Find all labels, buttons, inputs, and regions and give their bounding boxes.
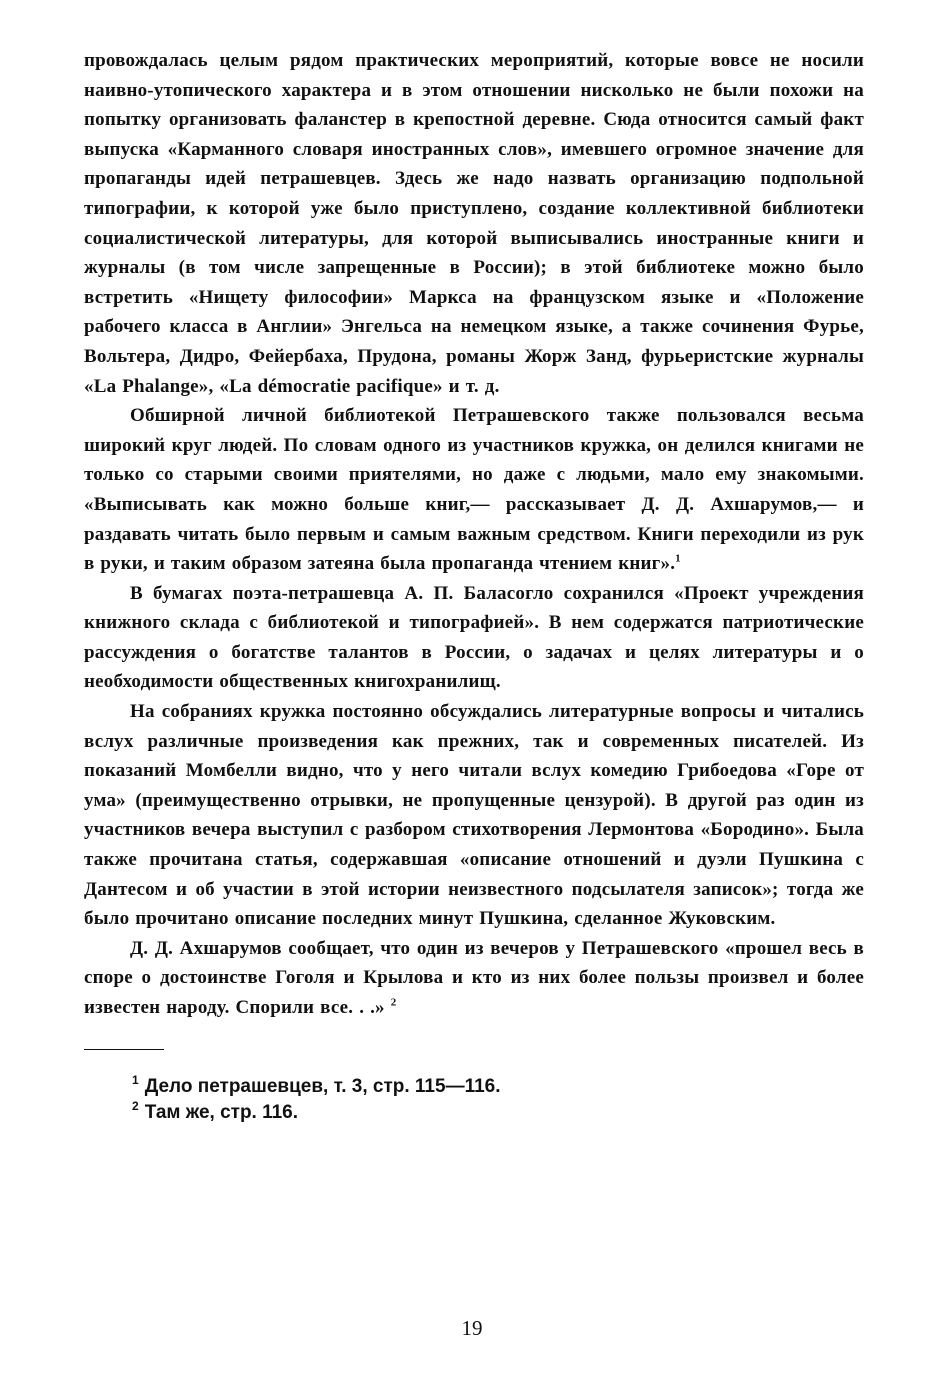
footnote-mark-1: 1 bbox=[132, 1073, 139, 1088]
footnotes bbox=[84, 1074, 864, 1126]
footnote-divider bbox=[84, 1049, 164, 1050]
footnote-ref-1[interactable]: 1 bbox=[675, 552, 681, 565]
footnote-text-1: Дело петрашевцев, т. 3, стр. 115—116. bbox=[144, 1075, 501, 1097]
footnote-mark-2: 2 bbox=[132, 1099, 139, 1114]
paragraph-3: В бумагах поэта-петрашевца А. П. Баласогло сохранился «Проект учреждения книжного склада с библиотекой и типографией». В нем содержатся патриотические рассуждения о богатстве талантов в России, о задачах и целях литературы и о необходимости общественных книгохранилищ. bbox=[84, 582, 864, 693]
footnote-2 bbox=[132, 1100, 864, 1126]
paragraph-5: Д. Д. Ахшарумов сообщает, что один из вечеров у Петрашевского «прошел весь в споре о достоинстве Гоголя и Крылова и кто из них более пользы произвел и более известен народу. Спорили все. . .» $^2$ bbox=[84, 937, 864, 1018]
footnote-text-2: Там же, стр. 116. bbox=[144, 1101, 299, 1123]
paragraph-2: Обширной личной библиотекой Петрашевского также пользовался весьма широкий круг людей. По словам одного из участников кружка, он делился книгами не только со старыми своими приятелями, но даже с людьми, мало ему знакомыми. «Выписывать как можно больше книг,— рассказывает Д. Д. Ахшарумов,— и раздавать читать было первым и самым важным средством. Книги переходили из рук в руки, и таким образом затеяна была пропаганда чтением книг».$^1$ bbox=[84, 405, 864, 575]
paragraph-1: провождалась целым рядом практических мероприятий, которые вовсе не носили наивно-утопического характера и в этом отношении нисколько не были похожи на попытку организовать фаланстер в крепостной деревне. Сюда относится самый факт выпуска «Карманного словаря иностранных слов», имевшего огромное значение для пропаганды идей петрашевцев. Здесь же надо назвать организацию подпольной типографии, к которой уже было приступлено, создание коллективной библиотеки социалистической литературы, для которой выписывались иностранные книги и журналы (в том числе запрещенные в России); в этой библиотеке можно было встретить «Нищету философии» Маркса на французском языке и «Положение рабочего класса в Англии» Энгельса на немецком языке, а также сочинения Фурье, Вольтера, Дидро, Фейербаха, Прудона, романы Жорж Занд, фурьеристские журналы «La Phalange», «La démocratie pacifique» и т. д. bbox=[84, 50, 864, 397]
page-number: 19 bbox=[461, 1316, 483, 1340]
paragraph-4: На собраниях кружка постоянно обсуждались литературные вопросы и читались вслух различные произведения как прежних, так и современных писателей. Из показаний Момбелли видно, что у него читали вслух комедию Грибоедова «Горе от ума» (преимущественно отрывки, не пропущенные цензурой). В другой раз один из участников вечера выступил с разбором стихотворения Лермонтова «Бородино». Была также прочитана статья, содержавшая «описание отношений и дуэли Пушкина с Дантесом и об участии в этой истории неизвестного подсылателя записок»; тогда же было прочитано описание последних минут Пушкина, сделанное Жуковским. bbox=[84, 701, 864, 930]
page-body bbox=[84, 46, 864, 1126]
footnote-ref-2[interactable]: 2 bbox=[390, 996, 397, 1009]
footnote-1 bbox=[132, 1074, 864, 1100]
